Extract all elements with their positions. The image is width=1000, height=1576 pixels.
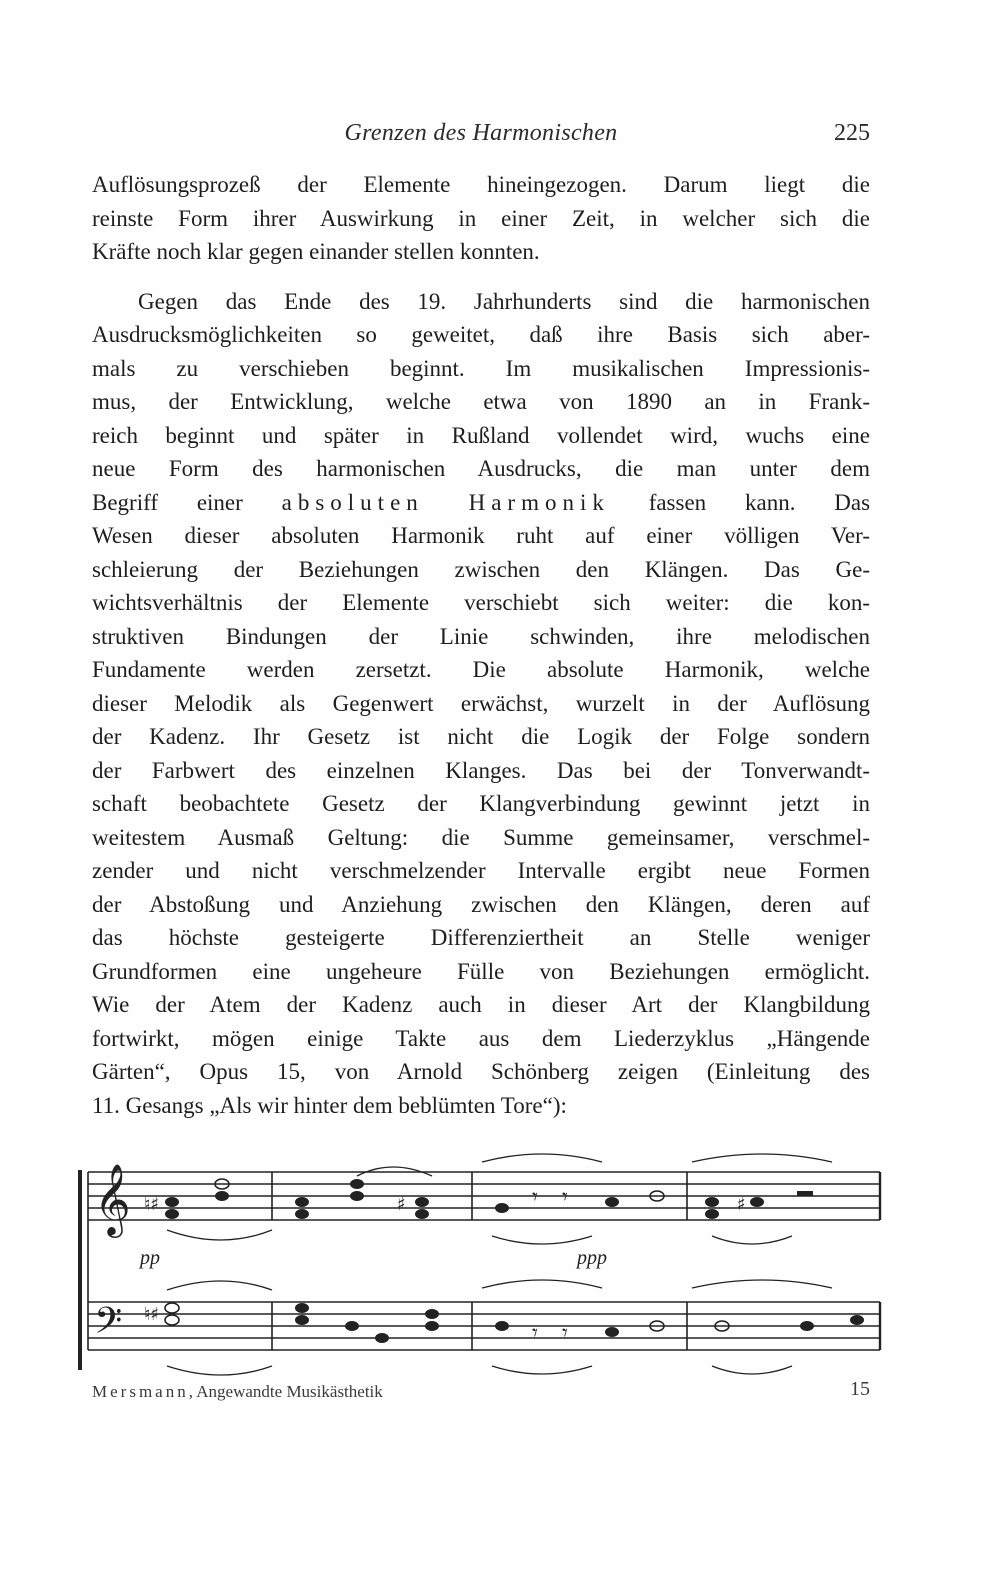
svg-text:♯: ♯ — [737, 1194, 746, 1215]
paragraph-2 — [92, 285, 870, 1123]
paragraph-1 — [92, 168, 870, 269]
note-head — [750, 1197, 764, 1207]
text-line: Fundamente werden zersetzt. Die absolute Harmonik, welche — [92, 657, 870, 682]
note-head — [350, 1191, 364, 1201]
half-rest — [797, 1191, 813, 1196]
note-head — [605, 1327, 619, 1337]
note-head — [850, 1315, 864, 1325]
note-head — [425, 1309, 439, 1319]
svg-text:𝄾: 𝄾 — [532, 1185, 538, 1210]
text-line: zender und nicht verschmelzender Intervalle ergibt neue Formen — [92, 858, 870, 883]
text-line: Wesen dieser absoluten Harmonik ruht auf einer völligen Ver- — [92, 523, 870, 548]
note-head — [705, 1209, 719, 1219]
text-line: struktiven Bindungen der Linie schwinden, ihre melodischen — [92, 623, 870, 649]
svg-text:𝄾: 𝄾 — [562, 1185, 568, 1210]
spaced-term: absoluten Harmonik — [281, 489, 610, 515]
note-head — [165, 1197, 179, 1207]
text-line: Gegen das Ende des 19. Jahrhunderts sind die harmonischen — [138, 288, 870, 314]
note-head — [605, 1197, 619, 1207]
note-head — [295, 1197, 309, 1207]
note-head — [295, 1315, 309, 1325]
note-head — [350, 1179, 364, 1189]
text-line: der Farbwert des einzelnen Klanges. Das bei der Tonverwandt- — [92, 757, 870, 783]
text-line: Gärten“, Opus 15, von Arnold Schönberg zeigen (Einleitung des — [92, 1059, 870, 1084]
text-line-spaced-term — [92, 486, 870, 520]
paragraph-gap — [92, 269, 870, 285]
svg-text:𝄾: 𝄾 — [532, 1321, 538, 1346]
treble-staff — [88, 1172, 880, 1220]
note-head — [800, 1321, 814, 1331]
music-score-excerpt — [72, 1140, 882, 1390]
text-line: wichtsverhältnis der Elemente verschiebt sich weiter: die kon- — [92, 590, 870, 615]
treble-notes — [144, 1179, 813, 1219]
note-head — [215, 1191, 229, 1201]
body-text — [92, 168, 870, 1122]
dynamic-marking-pp: pp — [140, 1247, 160, 1269]
note-head — [165, 1303, 179, 1313]
text-line: weitestem Ausmaß Geltung: die Summe gemeinsamer, verschmel- — [92, 824, 870, 850]
text-line: mus, der Entwicklung, welche etwa von 1890 an in Frank- — [92, 389, 870, 414]
bass-clef: 𝄢 — [94, 1300, 123, 1351]
running-title: Grenzen des Harmonischen — [344, 120, 618, 146]
text-line: schleierung der Beziehungen zwischen den Klängen. Das Ge- — [92, 556, 870, 582]
note-head — [165, 1315, 179, 1325]
footer-author: Mersmann — [92, 1382, 189, 1401]
text-line: dieser Melodik als Gegenwert erwächst, wurzelt in der Auflösung — [92, 690, 870, 716]
text-line: Kräfte noch klar gegen einander stellen konnten. — [92, 239, 540, 264]
footer-book-title: , Angewandte Musikästhetik — [188, 1382, 383, 1401]
bass-notes — [144, 1303, 864, 1346]
text-fragment: Begriff einer — [92, 489, 243, 515]
text-line: 11. Gesangs „Als wir hinter dem beblümten Tore“): — [92, 1092, 567, 1118]
svg-text:𝄾: 𝄾 — [562, 1321, 568, 1346]
note-head — [495, 1203, 509, 1213]
page-footer — [92, 1378, 870, 1412]
footer-credit — [92, 1382, 383, 1402]
text-fragment: fassen kann. Das — [648, 489, 871, 515]
text-line: neue Form des harmonischen Ausdrucks, die man unter dem — [92, 456, 870, 481]
note-head — [415, 1209, 429, 1219]
text-line: schaft beobachtete Gesetz der Klangverbindung gewinnt jetzt in — [92, 791, 870, 816]
note-head — [375, 1333, 389, 1343]
text-line: der Abstoßung und Anziehung zwischen den Klängen, deren auf — [92, 891, 870, 917]
note-head — [705, 1197, 719, 1207]
note-head — [345, 1321, 359, 1331]
note-head — [295, 1303, 309, 1313]
running-head — [92, 120, 870, 156]
note-head — [165, 1209, 179, 1219]
text-line: Grundformen eine ungeheure Fülle von Beziehungen ermöglicht. — [92, 958, 870, 984]
svg-text:♮♯: ♮♯ — [144, 1304, 160, 1325]
treble-clef: 𝄞 — [94, 1162, 131, 1235]
treble-slurs — [167, 1154, 832, 1244]
page-number: 225 — [834, 120, 870, 146]
note-head — [415, 1197, 429, 1207]
note-head — [495, 1321, 509, 1331]
text-line: Auflösungsprozeß der Elemente hineingezogen. Darum liegt die — [92, 172, 870, 197]
note-head — [295, 1209, 309, 1219]
bass-staff — [88, 1302, 880, 1350]
text-line: Ausdrucksmöglichkeiten so geweitet, daß ihre Basis sich aber- — [92, 322, 870, 347]
text-line: reich beginnt und später in Rußland vollendet wird, wuchs eine — [92, 422, 870, 448]
printer-signature: 15 — [850, 1378, 870, 1400]
text-line: der Kadenz. Ihr Gesetz ist nicht die Logik der Folge sondern — [92, 724, 870, 749]
text-line: das höchste gesteigerte Differenziertheit an Stelle weniger — [92, 925, 870, 950]
svg-text:♮♯: ♮♯ — [144, 1194, 160, 1215]
text-line: reinste Form ihrer Auswirkung in einer Zeit, in welcher sich die — [92, 205, 870, 231]
dynamic-marking-ppp: ppp — [577, 1247, 607, 1269]
text-line: fortwirkt, mögen einige Takte aus dem Liederzyklus „Hängende — [92, 1025, 870, 1051]
text-line: mals zu verschieben beginnt. Im musikalischen Impressionis- — [92, 355, 870, 381]
svg-text:♯: ♯ — [397, 1194, 406, 1215]
note-head — [425, 1321, 439, 1331]
text-line: Wie der Atem der Kadenz auch in dieser Art der Klangbildung — [92, 992, 870, 1017]
